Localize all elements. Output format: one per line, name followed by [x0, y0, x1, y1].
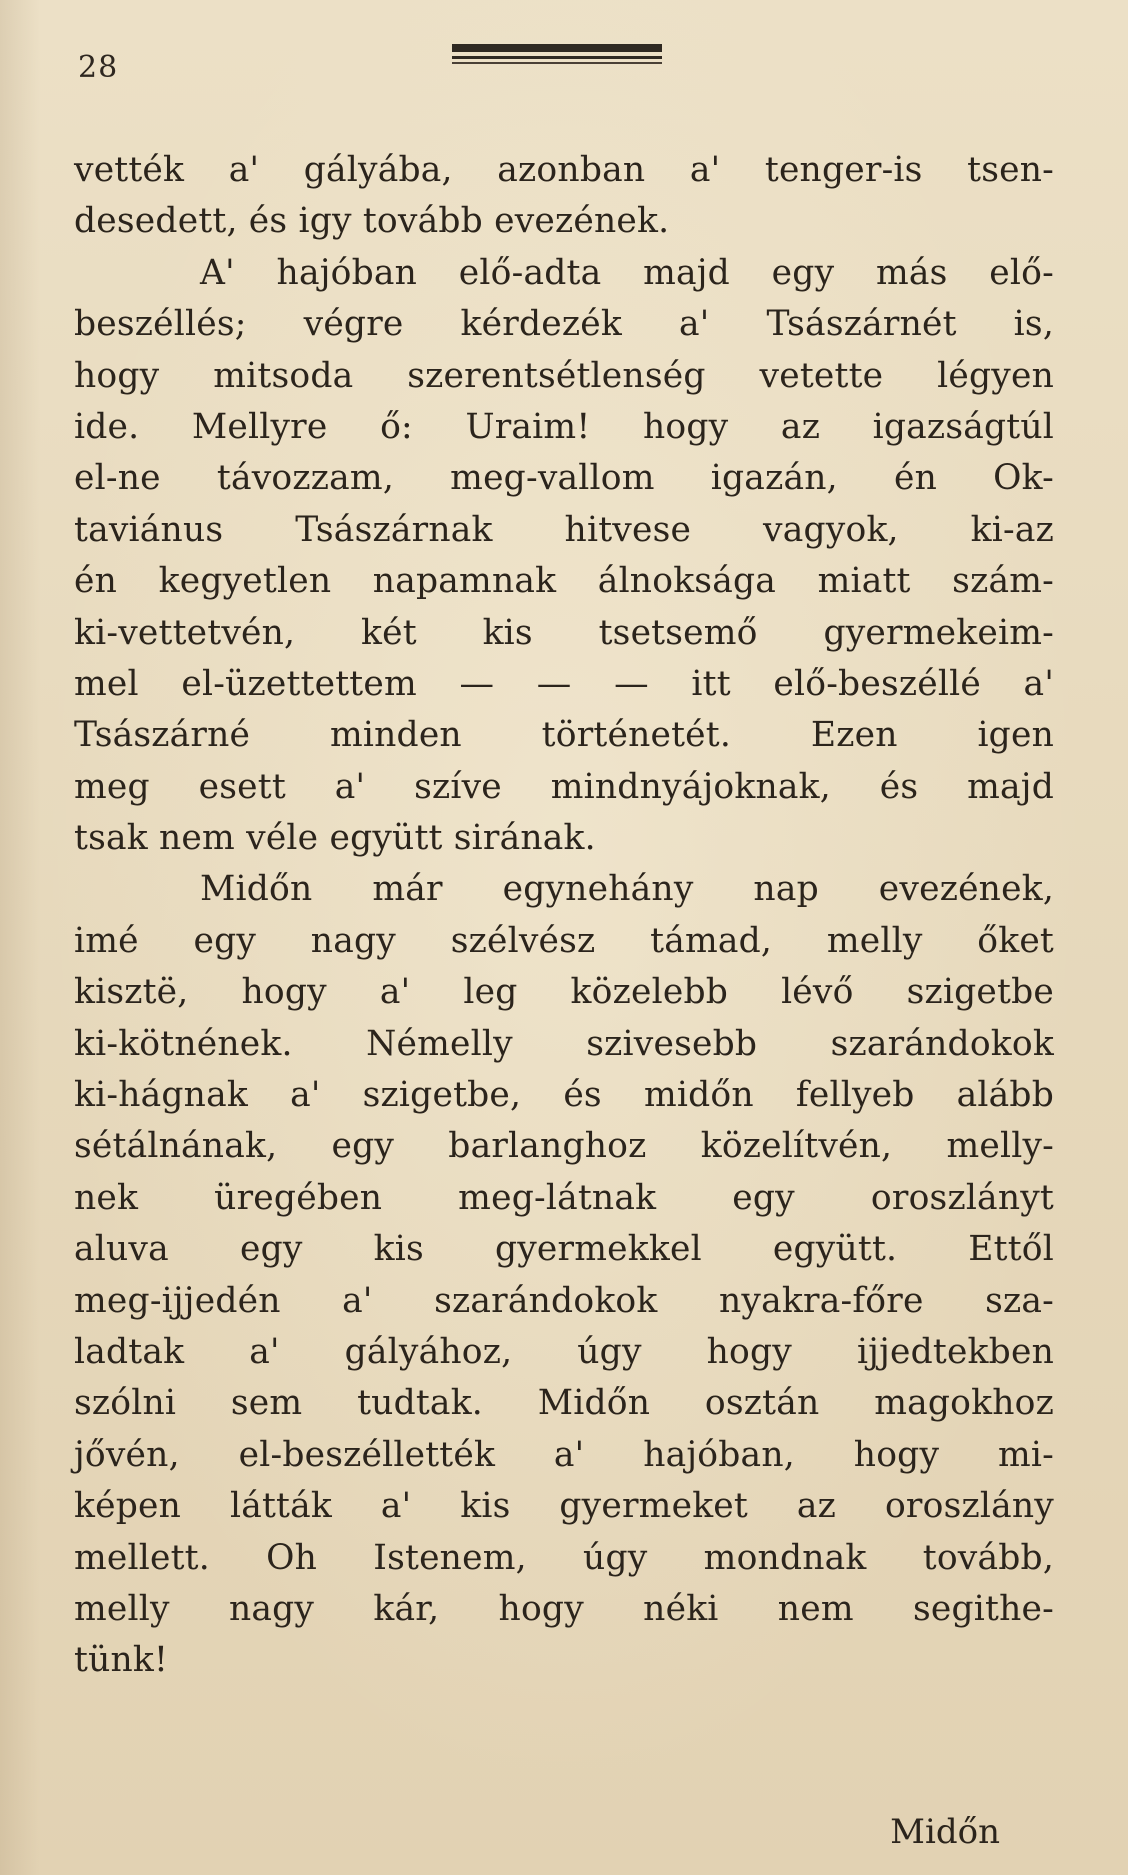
text-line: desedett, és igy tovább evezének. — [74, 201, 670, 242]
text-line: ladtak a' gályához, úgy hogy ijjedtekben — [74, 1331, 1054, 1372]
text-line: taviánus Tsászárnak hitvese vagyok, ki-az — [74, 509, 1054, 550]
text-line: jővén, el-beszéllették a' hajóban, hogy mi- — [74, 1434, 1054, 1475]
text-line: szólni sem tudtak. Midőn osztán magokhoz — [74, 1383, 1054, 1424]
text-line: vették a' gályába, azonban a' tenger-is tsen- — [74, 150, 1054, 190]
text-line: melly nagy kár, hogy néki nem segithe- — [74, 1588, 1054, 1629]
text-line: meg esett a' szíve mindnyájoknak, és majd — [74, 766, 1054, 807]
text-line: ki-hágnak a' szigetbe, és midőn fellyeb alább — [74, 1075, 1054, 1116]
text-line: A' hajóban elő-adta majd egy más elő- — [200, 252, 1054, 293]
body-text — [74, 145, 1054, 1687]
header-rule-ornament — [452, 44, 662, 66]
text-line: tsak nem véle együtt sirának. — [74, 818, 596, 859]
text-line: mel el-üzettettem — — — itt elő-beszéllé a' — [74, 663, 1054, 704]
text-line: hogy mitsoda szerentsétlenség vetette légyen — [74, 355, 1054, 396]
gutter-shadow — [0, 0, 40, 1875]
page-number: 28 — [78, 50, 119, 85]
text-line: Tsászárné minden történetét. Ezen igen — [74, 715, 1054, 756]
text-line: el-ne távozzam, meg-vallom igazán, én Ok- — [74, 458, 1054, 499]
catchword: Midőn — [890, 1812, 1000, 1852]
text-line: mellett. Oh Istenem, úgy mondnak tovább, — [74, 1537, 1054, 1578]
text-line: beszéllés; végre kérdezék a' Tsászárnét is, — [74, 304, 1054, 345]
text-line: tünk! — [74, 1640, 169, 1681]
text-line: képen látták a' kis gyermeket az oroszlány — [74, 1486, 1054, 1527]
text-line: aluva egy kis gyermekkel együtt. Ettől — [74, 1229, 1054, 1270]
text-line: kisztё, hogy a' leg közelebb lévő szigetbe — [74, 972, 1054, 1013]
text-line: nek üregében meg-látnak egy oroszlányt — [74, 1177, 1054, 1218]
text-line: ki-kötnének. Némelly szivesebb szarándokok — [74, 1023, 1054, 1064]
text-line: meg-ijjedén a' szarándokok nyakra-főre sza- — [74, 1280, 1054, 1321]
text-line: sétálnának, egy barlanghoz közelítvén, melly- — [74, 1126, 1054, 1167]
text-line: ki-vettetvén, két kis tsetsemő gyermekeim- — [74, 612, 1054, 653]
text-line: imé egy nagy szélvész támad, melly őket — [74, 920, 1054, 961]
text-line: én kegyetlen napamnak álnoksága miatt szám- — [74, 561, 1054, 602]
text-line: Midőn már egynehány nap evezének, — [200, 869, 1054, 910]
text-line: ide. Mellyre ő: Uraim! hogy az igazságtúl — [74, 406, 1054, 447]
